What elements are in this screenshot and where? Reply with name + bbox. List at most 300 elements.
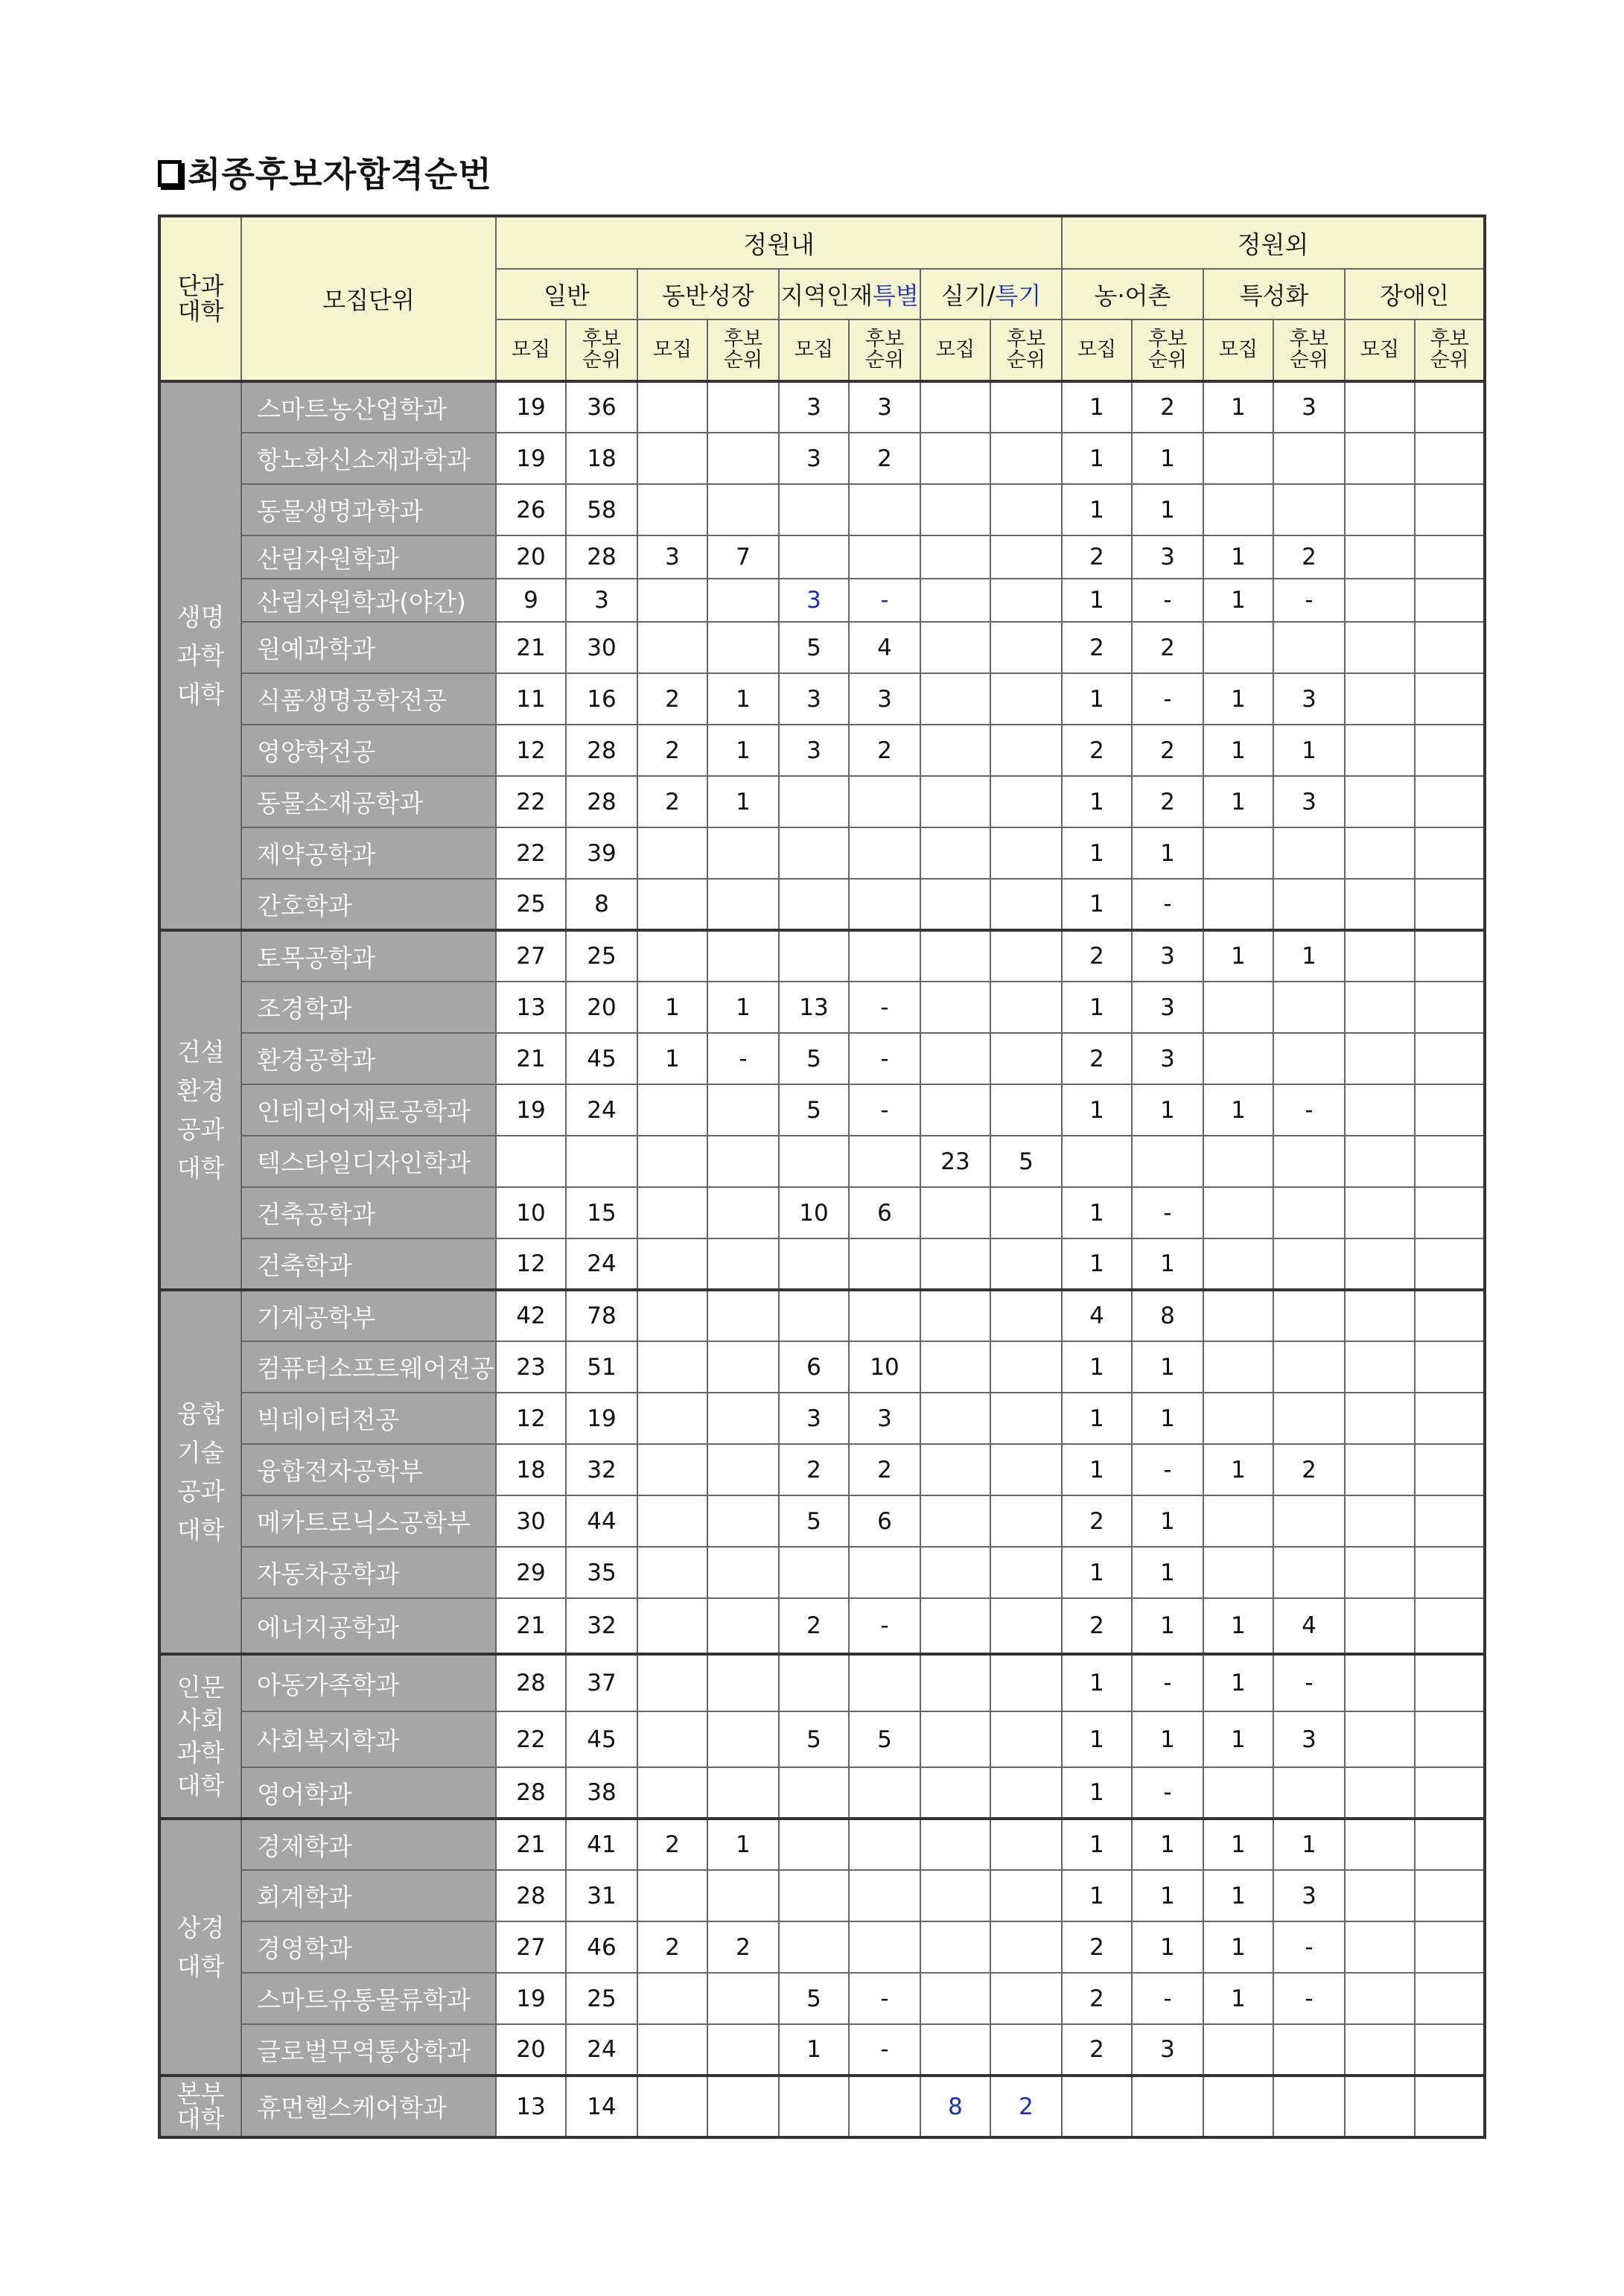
recruit-count-cell [920,1973,990,2024]
waitlist-rank-cell: - [1273,1084,1345,1136]
recruit-count-cell [1203,1495,1273,1547]
recruit-count-cell: 2 [1062,1921,1132,1973]
waitlist-rank-cell: 2 [849,433,920,484]
recruit-count-cell: 1 [1062,433,1132,484]
waitlist-rank-cell [1415,1547,1485,1598]
header-recruit: 모집 [1203,319,1273,381]
waitlist-rank-cell [1415,1973,1485,2024]
recruit-count-cell [779,1819,849,1870]
waitlist-rank-cell [990,2024,1062,2076]
department-name: 기계공학부 [241,1290,496,1341]
recruit-count-cell: 3 [637,535,707,579]
waitlist-rank-cell: 1 [1273,725,1345,776]
header-recruit: 모집 [920,319,990,381]
waitlist-rank-cell [990,930,1062,982]
waitlist-rank-cell: 3 [1273,776,1345,827]
recruit-count-cell [1345,1870,1415,1921]
recruit-count-cell: 8 [920,2076,990,2137]
waitlist-rank-cell: 4 [1273,1598,1345,1654]
recruit-count-cell: 1 [1062,1819,1132,1870]
recruit-count-cell: 1 [1062,1547,1132,1598]
waitlist-rank-cell: 8 [1132,1290,1203,1341]
recruit-count-cell [637,879,707,930]
recruit-count-cell [637,622,707,673]
waitlist-rank-cell [1415,1711,1485,1767]
recruit-count-cell [920,1187,990,1238]
waitlist-rank-cell: 28 [566,776,637,827]
recruit-count-cell [1345,535,1415,579]
recruit-count-cell [637,1495,707,1547]
recruit-count-cell [1345,433,1415,484]
waitlist-rank-cell [1415,1654,1485,1711]
table-row [159,930,1485,982]
recruit-count-cell [920,1393,990,1444]
waitlist-rank-cell [1415,1033,1485,1084]
waitlist-rank-cell: 20 [566,982,637,1033]
waitlist-rank-cell: - [849,1033,920,1084]
recruit-count-cell [920,1290,990,1341]
waitlist-rank-cell: - [1273,1921,1345,1973]
header-practical-a: 실기/ [940,282,996,310]
waitlist-rank-cell: 3 [1132,930,1203,982]
recruit-count-cell: 13 [496,982,566,1033]
waitlist-rank-cell [707,433,779,484]
recruit-count-cell: 25 [496,879,566,930]
waitlist-rank-cell [1132,2076,1203,2137]
waitlist-rank-cell: 2 [1132,622,1203,673]
waitlist-rank-cell [849,2076,920,2137]
recruit-count-cell [920,1444,990,1495]
waitlist-rank-cell [707,1654,779,1711]
department-name: 조경학과 [241,982,496,1033]
waitlist-rank-cell: 10 [849,1341,920,1393]
recruit-count-cell [779,2076,849,2137]
waitlist-rank-cell: 3 [849,1393,920,1444]
recruit-count-cell: 21 [496,1598,566,1654]
waitlist-rank-cell [990,1973,1062,2024]
waitlist-rank-cell: 31 [566,1870,637,1921]
waitlist-rank-cell: 32 [566,1598,637,1654]
recruit-count-cell [1345,930,1415,982]
waitlist-rank-cell: - [1132,879,1203,930]
waitlist-rank-cell: - [849,1084,920,1136]
waitlist-rank-cell: 2 [990,2076,1062,2137]
page-title-text: 최종후보자합격순번 [188,154,492,194]
recruit-count-cell [920,1767,990,1819]
waitlist-rank-cell [849,930,920,982]
recruit-count-cell: 1 [637,982,707,1033]
waitlist-rank-cell: 19 [566,1393,637,1444]
waitlist-rank-cell: 3 [1132,2024,1203,2076]
waitlist-rank-cell [990,1290,1062,1341]
recruit-count-cell [1203,1547,1273,1598]
waitlist-rank-cell [1273,982,1345,1033]
recruit-count-cell: 3 [779,673,849,725]
waitlist-rank-cell: 1 [1132,1598,1203,1654]
department-name: 빅데이터전공 [241,1393,496,1444]
recruit-count-cell [920,827,990,879]
waitlist-rank-cell [849,1767,920,1819]
waitlist-rank-cell [849,879,920,930]
waitlist-rank-cell [849,1921,920,1973]
waitlist-rank-cell [1273,2076,1345,2137]
recruit-count-cell [637,2076,707,2137]
waitlist-rank-cell: 1 [707,982,779,1033]
recruit-count-cell: 2 [1062,535,1132,579]
waitlist-rank-cell: 1 [707,776,779,827]
table-row [159,1654,1485,1711]
recruit-count-cell [920,1819,990,1870]
recruit-count-cell [1345,827,1415,879]
college-name: 인문 사회 과학 대학 [159,1654,241,1819]
waitlist-rank-cell: 38 [566,1767,637,1819]
waitlist-rank-cell [990,1084,1062,1136]
recruit-count-cell [1203,2024,1273,2076]
waitlist-rank-cell [990,1711,1062,1767]
recruit-count-cell [637,381,707,433]
waitlist-rank-cell [849,1136,920,1187]
recruit-count-cell: 1 [1062,776,1132,827]
waitlist-rank-cell: - [1273,1973,1345,2024]
waitlist-rank-cell: 78 [566,1290,637,1341]
recruit-count-cell [779,1136,849,1187]
waitlist-rank-cell: - [1132,1654,1203,1711]
waitlist-rank-cell [1273,1767,1345,1819]
department-name: 간호학과 [241,879,496,930]
college-name: 본부 대학 [159,2076,241,2137]
waitlist-rank-cell: 1 [1132,433,1203,484]
waitlist-rank-cell [990,1921,1062,1973]
waitlist-rank-cell: 3 [1273,381,1345,433]
header-special: 특성화 [1203,269,1345,319]
waitlist-rank-cell [1415,1290,1485,1341]
department-name: 영양학전공 [241,725,496,776]
recruit-count-cell [779,1870,849,1921]
waitlist-rank-cell [849,1238,920,1290]
waitlist-rank-cell: 24 [566,1238,637,1290]
waitlist-rank-cell: 8 [566,879,637,930]
recruit-count-cell: 1 [1062,381,1132,433]
recruit-count-cell [1062,1136,1132,1187]
recruit-count-cell: 3 [779,433,849,484]
waitlist-rank-cell [1415,2076,1485,2137]
recruit-count-cell: 2 [637,776,707,827]
department-name: 건축학과 [241,1238,496,1290]
table-row [159,673,1485,725]
recruit-count-cell [1203,879,1273,930]
header-waitlist-rank: 후보 순위 [566,319,637,381]
recruit-count-cell [1203,433,1273,484]
recruit-count-cell [779,1290,849,1341]
recruit-count-cell: 2 [1062,1973,1132,2024]
waitlist-rank-cell [1132,1136,1203,1187]
waitlist-table [158,214,1486,2139]
recruit-count-cell: 1 [1203,1819,1273,1870]
recruit-count-cell: 10 [779,1187,849,1238]
recruit-count-cell: 12 [496,1393,566,1444]
department-name: 스마트유통물류학과 [241,1973,496,2024]
recruit-count-cell: 18 [496,1444,566,1495]
waitlist-rank-cell [1415,1767,1485,1819]
recruit-count-cell [1345,2076,1415,2137]
table-row [159,776,1485,827]
waitlist-rank-cell: - [849,2024,920,2076]
recruit-count-cell [779,535,849,579]
recruit-count-cell [1345,1187,1415,1238]
table-row [159,1973,1485,2024]
recruit-count-cell: 1 [1203,1654,1273,1711]
recruit-count-cell [920,484,990,535]
waitlist-rank-cell: 2 [849,1444,920,1495]
waitlist-rank-cell [707,930,779,982]
header-regional [779,269,920,319]
department-name: 에너지공학과 [241,1598,496,1654]
waitlist-rank-cell [990,1341,1062,1393]
department-name: 토목공학과 [241,930,496,982]
recruit-count-cell: 26 [496,484,566,535]
waitlist-rank-cell: 15 [566,1187,637,1238]
waitlist-rank-cell: 45 [566,1711,637,1767]
waitlist-rank-cell: - [1132,1187,1203,1238]
recruit-count-cell [920,1921,990,1973]
recruit-count-cell [637,1136,707,1187]
recruit-count-cell [1345,1290,1415,1341]
recruit-count-cell [637,1654,707,1711]
recruit-count-cell: 30 [496,1495,566,1547]
department-name: 산림자원학과(야간) [241,579,496,622]
waitlist-rank-cell [1415,1495,1485,1547]
recruit-count-cell: 1 [1203,1921,1273,1973]
waitlist-rank-cell [849,1819,920,1870]
checkbox-square-icon [158,160,182,187]
recruit-count-cell: 27 [496,930,566,982]
recruit-count-cell [637,1767,707,1819]
recruit-count-cell: 21 [496,1033,566,1084]
department-name: 환경공학과 [241,1033,496,1084]
recruit-count-cell [1345,484,1415,535]
waitlist-rank-cell: - [1132,1767,1203,1819]
recruit-count-cell: 11 [496,673,566,725]
recruit-count-cell: 3 [779,579,849,622]
waitlist-rank-cell [1273,1495,1345,1547]
waitlist-rank-cell: 1 [1132,1393,1203,1444]
waitlist-rank-cell [707,1136,779,1187]
recruit-count-cell: 1 [1203,535,1273,579]
table-row [159,982,1485,1033]
recruit-count-cell: 1 [1203,381,1273,433]
recruit-count-cell [1345,1495,1415,1547]
waitlist-rank-cell: 4 [849,622,920,673]
waitlist-rank-cell [1415,1819,1485,1870]
recruit-count-cell: 1 [1203,1973,1273,2024]
waitlist-rank-cell: 3 [1132,1033,1203,1084]
recruit-count-cell [1203,622,1273,673]
recruit-count-cell [1345,673,1415,725]
recruit-count-cell [1345,1711,1415,1767]
waitlist-rank-cell [990,1033,1062,1084]
waitlist-rank-cell: 7 [707,535,779,579]
waitlist-rank-cell [707,1393,779,1444]
waitlist-rank-cell: 35 [566,1547,637,1598]
recruit-count-cell: 1 [1062,1187,1132,1238]
recruit-count-cell [637,1290,707,1341]
recruit-count-cell [779,1547,849,1598]
recruit-count-cell: 19 [496,381,566,433]
table-row [159,1393,1485,1444]
waitlist-rank-cell [1415,725,1485,776]
recruit-count-cell [637,930,707,982]
table-row [159,484,1485,535]
recruit-count-cell [1203,484,1273,535]
header-regional-b: 특별 [872,282,919,310]
waitlist-rank-cell [990,879,1062,930]
waitlist-rank-cell [1273,1393,1345,1444]
waitlist-rank-cell: 5 [990,1136,1062,1187]
recruit-count-cell: 19 [496,433,566,484]
waitlist-rank-cell: 46 [566,1921,637,1973]
waitlist-rank-cell [707,879,779,930]
recruit-count-cell: 1 [1062,1084,1132,1136]
recruit-count-cell [1203,1290,1273,1341]
recruit-count-cell: 2 [637,673,707,725]
department-name: 식품생명공학전공 [241,673,496,725]
recruit-count-cell: 20 [496,535,566,579]
recruit-count-cell: 5 [779,1033,849,1084]
recruit-count-cell: 23 [920,1136,990,1187]
college-name: 생명 과학 대학 [159,381,241,930]
recruit-count-cell: 9 [496,579,566,622]
waitlist-rank-cell [707,1711,779,1767]
waitlist-rank-cell: - [1132,673,1203,725]
recruit-count-cell [920,776,990,827]
waitlist-rank-cell: 5 [849,1711,920,1767]
waitlist-rank-cell [707,2024,779,2076]
waitlist-rank-cell [707,827,779,879]
recruit-count-cell [920,1084,990,1136]
waitlist-rank-cell [990,1767,1062,1819]
recruit-count-cell [637,1870,707,1921]
college-name: 융합 기술 공과 대학 [159,1290,241,1654]
department-name: 건축공학과 [241,1187,496,1238]
recruit-count-cell [920,879,990,930]
table-row [159,1084,1485,1136]
waitlist-rank-cell [990,1654,1062,1711]
department-name: 컴퓨터소프트웨어전공 [241,1341,496,1393]
header-recruit: 모집 [1062,319,1132,381]
waitlist-rank-cell: 3 [1273,673,1345,725]
department-name: 경영학과 [241,1921,496,1973]
waitlist-rank-cell [990,381,1062,433]
waitlist-rank-cell: - [849,1598,920,1654]
table-header [159,216,1485,381]
recruit-count-cell [637,1238,707,1290]
waitlist-rank-cell: 1 [1132,484,1203,535]
waitlist-rank-cell [990,1444,1062,1495]
waitlist-rank-cell [990,1238,1062,1290]
recruit-count-cell [779,1921,849,1973]
waitlist-rank-cell [1415,579,1485,622]
recruit-count-cell [779,930,849,982]
recruit-count-cell: 1 [1203,1870,1273,1921]
recruit-count-cell: 1 [1062,579,1132,622]
waitlist-rank-cell [990,433,1062,484]
waitlist-rank-cell: 37 [566,1654,637,1711]
waitlist-rank-cell: - [1132,579,1203,622]
waitlist-rank-cell [849,827,920,879]
recruit-count-cell [1345,1767,1415,1819]
department-name: 텍스타일디자인학과 [241,1136,496,1187]
table-row [159,2024,1485,2076]
waitlist-rank-cell: 30 [566,622,637,673]
header-college: 단과 대학 [159,216,241,381]
waitlist-rank-cell [1415,1341,1485,1393]
department-name: 산림자원학과 [241,535,496,579]
waitlist-rank-cell: 58 [566,484,637,535]
waitlist-rank-cell: 6 [849,1495,920,1547]
department-name: 메카트로닉스공학부 [241,1495,496,1547]
recruit-count-cell [1345,879,1415,930]
table-row [159,2076,1485,2137]
recruit-count-cell [779,776,849,827]
department-name: 항노화신소재과학과 [241,433,496,484]
table-row [159,1238,1485,1290]
recruit-count-cell [1345,381,1415,433]
waitlist-rank-cell: - [1273,1654,1345,1711]
waitlist-rank-cell [990,1187,1062,1238]
waitlist-rank-cell: 3 [849,673,920,725]
table-row [159,1495,1485,1547]
waitlist-rank-cell [707,2076,779,2137]
recruit-count-cell [920,535,990,579]
recruit-count-cell: 2 [1062,930,1132,982]
waitlist-rank-cell [707,1767,779,1819]
waitlist-rank-cell [1273,484,1345,535]
recruit-count-cell: 2 [779,1598,849,1654]
waitlist-rank-cell: 1 [1132,827,1203,879]
waitlist-rank-cell: - [849,579,920,622]
header-recruit: 모집 [1345,319,1415,381]
waitlist-rank-cell: 2 [849,725,920,776]
recruit-count-cell [1345,1238,1415,1290]
recruit-count-cell: 19 [496,1084,566,1136]
waitlist-rank-cell [1273,1547,1345,1598]
recruit-count-cell [920,1495,990,1547]
header-waitlist-rank: 후보 순위 [849,319,920,381]
table-row [159,879,1485,930]
recruit-count-cell: 27 [496,1921,566,1973]
waitlist-rank-cell [1415,827,1485,879]
recruit-count-cell: 28 [496,1654,566,1711]
recruit-count-cell: 2 [637,1819,707,1870]
waitlist-rank-cell [707,381,779,433]
waitlist-rank-cell [1415,1870,1485,1921]
table-row [159,1341,1485,1393]
page-title [158,147,492,197]
waitlist-rank-cell: 3 [566,579,637,622]
recruit-count-cell [1203,827,1273,879]
waitlist-rank-cell [1415,622,1485,673]
waitlist-rank-cell: 2 [1132,725,1203,776]
recruit-count-cell [1203,982,1273,1033]
waitlist-rank-cell [990,1393,1062,1444]
waitlist-rank-cell [1415,433,1485,484]
recruit-count-cell: 21 [496,1819,566,1870]
waitlist-rank-cell: 25 [566,930,637,982]
waitlist-rank-cell [990,776,1062,827]
waitlist-rank-cell [1273,622,1345,673]
recruit-count-cell [1345,1547,1415,1598]
recruit-count-cell [637,1547,707,1598]
